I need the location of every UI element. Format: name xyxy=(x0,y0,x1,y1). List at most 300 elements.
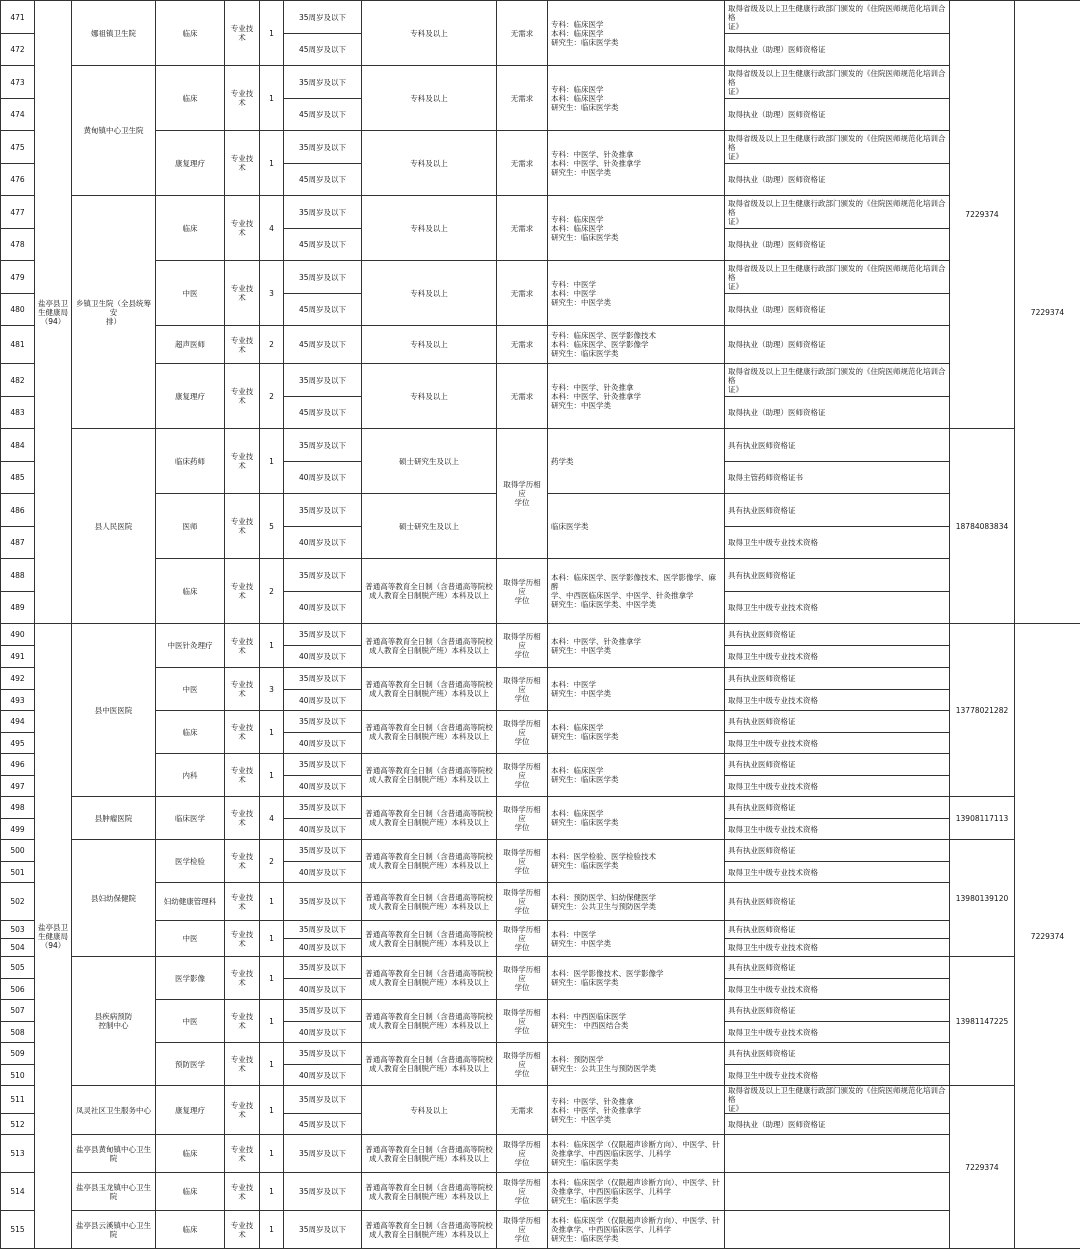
requirement-cell: 取得执业（助理）医师资格证 xyxy=(725,1114,950,1135)
department-cell: 盐亭县卫 生健康局 （94） xyxy=(35,624,72,1249)
phone-cell: 13981147225 xyxy=(950,957,1015,1086)
age-cell: 45周岁及以下 xyxy=(284,397,362,429)
row-number: 485 xyxy=(1,462,35,494)
education-cell: 普通高等教育全日制（含普通高等院校 成人教育全日制脱产班）本科及以上 xyxy=(362,957,497,1000)
major-cell: 临床医学类 xyxy=(548,494,725,559)
requirement-cell: 取得执业（助理）医师资格证 xyxy=(725,99,950,131)
position-cell: 临床 xyxy=(156,711,225,754)
education-cell: 专科及以上 xyxy=(362,364,497,429)
phone-cell: 13908117113 xyxy=(950,797,1015,840)
age-cell: 40周岁及以下 xyxy=(284,979,362,1000)
table-row xyxy=(1,668,1080,690)
education-cell: 普通高等教育全日制（含普通高等院校 成人教育全日制脱产班）本科及以上 xyxy=(362,1173,497,1211)
degree-cell: 无需求 xyxy=(497,131,548,196)
age-cell: 35周岁及以下 xyxy=(284,494,362,527)
type-cell: 专业技术 xyxy=(225,883,260,921)
degree-cell: 取得学历相应 学位 xyxy=(497,1173,548,1211)
age-cell: 40周岁及以下 xyxy=(284,527,362,559)
count-cell: 1 xyxy=(260,754,284,797)
row-number: 512 xyxy=(1,1114,35,1135)
type-cell: 专业技术 xyxy=(225,711,260,754)
degree-cell: 取得学历相应 学位 xyxy=(497,1135,548,1173)
table-row xyxy=(1,1086,1080,1114)
requirement-cell: 取得卫生中级专业技术资格 xyxy=(725,690,950,711)
row-number: 509 xyxy=(1,1043,35,1065)
degree-cell: 取得学历相应 学位 xyxy=(497,921,548,957)
age-cell: 35周岁及以下 xyxy=(284,754,362,776)
position-cell: 内科 xyxy=(156,754,225,797)
age-cell: 35周岁及以下 xyxy=(284,66,362,99)
type-cell: 专业技术 xyxy=(225,429,260,494)
age-cell: 35周岁及以下 xyxy=(284,1211,362,1249)
requirement-cell: 取得省级及以上卫生健康行政部门颁发的《住院医师规范化培训合格 证》 xyxy=(725,1,950,34)
age-cell: 35周岁及以下 xyxy=(284,668,362,690)
education-cell: 普通高等教育全日制（含普通高等院校 成人教育全日制脱产班）本科及以上 xyxy=(362,1211,497,1249)
unit-cell: 盐亭县云溪镇中心卫生院 xyxy=(72,1211,156,1249)
type-cell: 专业技术 xyxy=(225,1086,260,1135)
age-cell: 45周岁及以下 xyxy=(284,34,362,66)
age-cell: 35周岁及以下 xyxy=(284,1,362,34)
age-cell: 45周岁及以下 xyxy=(284,326,362,364)
unit-cell: 县疾病预防 控制中心 xyxy=(72,957,156,1086)
age-cell: 35周岁及以下 xyxy=(284,797,362,819)
age-cell: 45周岁及以下 xyxy=(284,99,362,131)
position-cell: 临床 xyxy=(156,1135,225,1173)
age-cell: 45周岁及以下 xyxy=(284,1114,362,1135)
count-cell: 1 xyxy=(260,1086,284,1135)
requirement-cell: 取得卫生中级专业技术资格 xyxy=(725,819,950,840)
degree-cell: 取得学历相应 学位 xyxy=(497,668,548,711)
row-number: 484 xyxy=(1,429,35,462)
position-cell: 超声医师 xyxy=(156,326,225,364)
table-row xyxy=(1,624,1080,646)
major-cell: 专科：中医学、针灸推拿 本科：中医学、针灸推拿学 研究生：中医学类 xyxy=(548,131,725,196)
phone-cell: 18784083834 xyxy=(950,429,1015,624)
position-cell: 中医 xyxy=(156,261,225,326)
row-number: 479 xyxy=(1,261,35,294)
major-cell: 本科：中医学、针灸推拿学 研究生：中医学类 xyxy=(548,624,725,668)
age-cell: 35周岁及以下 xyxy=(284,1043,362,1065)
degree-cell: 无需求 xyxy=(497,364,548,429)
age-cell: 45周岁及以下 xyxy=(284,229,362,261)
position-cell: 康复理疗 xyxy=(156,1086,225,1135)
requirement-cell xyxy=(725,1135,950,1173)
table-row xyxy=(1,1211,1080,1249)
count-cell: 4 xyxy=(260,797,284,840)
type-cell: 专业技术 xyxy=(225,840,260,883)
education-cell: 普通高等教育全日制（含普通高等院校 成人教育全日制脱产班）本科及以上 xyxy=(362,559,497,624)
row-number: 510 xyxy=(1,1065,35,1086)
position-cell: 临床 xyxy=(156,1173,225,1211)
table-row xyxy=(1,131,1080,164)
age-cell: 40周岁及以下 xyxy=(284,462,362,494)
table-row xyxy=(1,711,1080,733)
row-number: 477 xyxy=(1,196,35,229)
requirement-cell: 具有执业医师资格证 xyxy=(725,957,950,979)
requirement-cell: 取得卫生中级专业技术资格 xyxy=(725,1022,950,1043)
row-number: 475 xyxy=(1,131,35,164)
row-number: 471 xyxy=(1,1,35,34)
major-cell: 本科：预防医学 研究生：公共卫生与预防医学类 xyxy=(548,1043,725,1086)
education-cell: 普通高等教育全日制（含普通高等院校 成人教育全日制脱产班）本科及以上 xyxy=(362,754,497,797)
education-cell: 普通高等教育全日制（含普通高等院校 成人教育全日制脱产班）本科及以上 xyxy=(362,1135,497,1173)
requirement-cell: 取得执业（助理）医师资格证 xyxy=(725,294,950,326)
row-number: 500 xyxy=(1,840,35,862)
count-cell: 1 xyxy=(260,1000,284,1043)
age-cell: 40周岁及以下 xyxy=(284,646,362,668)
table-row xyxy=(1,754,1080,776)
unit-cell: 娜祖镇卫生院 xyxy=(72,1,156,66)
table-row xyxy=(1,326,1080,364)
row-number: 497 xyxy=(1,776,35,797)
count-cell: 4 xyxy=(260,196,284,261)
count-cell: 1 xyxy=(260,957,284,1000)
age-cell: 40周岁及以下 xyxy=(284,862,362,883)
unit-cell: 县人民医院 xyxy=(72,429,156,624)
requirement-cell: 具有执业医师资格证 xyxy=(725,840,950,862)
table-row xyxy=(1,1043,1080,1065)
position-cell: 医学检验 xyxy=(156,840,225,883)
phone-cell: 7229374 xyxy=(950,1,1015,429)
count-cell: 1 xyxy=(260,921,284,957)
major-cell: 专科：临床医学 本科：临床医学 研究生：临床医学类 xyxy=(548,66,725,131)
count-cell: 1 xyxy=(260,711,284,754)
type-cell: 专业技术 xyxy=(225,494,260,559)
major-cell: 本科：临床医学（仅限超声诊断方向）、中医学、针 灸推拿学、中西医临床医学、儿科学 研究生：临床医学类 xyxy=(548,1173,725,1211)
row-number: 504 xyxy=(1,939,35,957)
major-cell: 本科：中医学 研究生：中医学类 xyxy=(548,668,725,711)
unit-cell: 县中医医院 xyxy=(72,624,156,797)
requirement-cell: 具有执业医师资格证 xyxy=(725,797,950,819)
age-cell: 40周岁及以下 xyxy=(284,939,362,957)
requirement-cell: 具有执业医师资格证 xyxy=(725,429,950,462)
table-row xyxy=(1,1000,1080,1022)
row-number: 478 xyxy=(1,229,35,261)
education-cell: 普通高等教育全日制（含普通高等院校 成人教育全日制脱产班）本科及以上 xyxy=(362,711,497,754)
phone-cell: 13980139120 xyxy=(950,840,1015,957)
major-cell: 专科：中医学、针灸推拿 本科：中医学、针灸推拿学 研究生：中医学类 xyxy=(548,1086,725,1135)
degree-cell: 取得学历相应 学位 xyxy=(497,1211,548,1249)
age-cell: 35周岁及以下 xyxy=(284,261,362,294)
age-cell: 35周岁及以下 xyxy=(284,624,362,646)
type-cell: 专业技术 xyxy=(225,624,260,668)
row-number: 474 xyxy=(1,99,35,131)
requirement-cell: 取得省级及以上卫生健康行政部门颁发的《住院医师规范化培训合格 证》 xyxy=(725,66,950,99)
age-cell: 35周岁及以下 xyxy=(284,364,362,397)
row-number: 499 xyxy=(1,819,35,840)
major-cell: 本科：临床医学、医学影像技术、医学影像学、麻醉 学、中西医临床医学、中医学、针灸推拿学 研究生：临床医学类、中医学类 xyxy=(548,559,725,624)
degree-cell: 无需求 xyxy=(497,66,548,131)
count-cell: 2 xyxy=(260,364,284,429)
degree-cell: 取得学历相应 学位 xyxy=(497,1043,548,1086)
degree-cell: 取得学历相应 学位 xyxy=(497,754,548,797)
type-cell: 专业技术 xyxy=(225,261,260,326)
type-cell: 专业技术 xyxy=(225,797,260,840)
requirement-cell: 取得省级及以上卫生健康行政部门颁发的《住院医师规范化培训合格 证》 xyxy=(725,196,950,229)
unit-cell: 乡镇卫生院（全县统筹安 排） xyxy=(72,196,156,429)
row-number: 486 xyxy=(1,494,35,527)
type-cell: 专业技术 xyxy=(225,921,260,957)
unit-cell: 黄甸镇中心卫生院 xyxy=(72,66,156,196)
row-number: 514 xyxy=(1,1173,35,1211)
requirement-cell: 取得卫生中级专业技术资格 xyxy=(725,646,950,668)
age-cell: 40周岁及以下 xyxy=(284,819,362,840)
row-number: 506 xyxy=(1,979,35,1000)
requirement-cell: 取得省级及以上卫生健康行政部门颁发的《住院医师规范化培训合格 证》 xyxy=(725,261,950,294)
table-row xyxy=(1,559,1080,592)
requirement-cell: 具有执业医师资格证 xyxy=(725,883,950,921)
table-row xyxy=(1,797,1080,819)
major-cell: 本科：临床医学 研究生：临床医学类 xyxy=(548,797,725,840)
row-number: 505 xyxy=(1,957,35,979)
position-cell: 临床 xyxy=(156,559,225,624)
degree-cell: 无需求 xyxy=(497,1086,548,1135)
requirement-cell: 取得卫生中级专业技术资格 xyxy=(725,1065,950,1086)
requirement-cell: 取得卫生中级专业技术资格 xyxy=(725,939,950,957)
phone-cell: 7229374 xyxy=(1015,1,1080,624)
requirement-cell: 具有执业医师资格证 xyxy=(725,1000,950,1022)
education-cell: 普通高等教育全日制（含普通高等院校 成人教育全日制脱产班）本科及以上 xyxy=(362,624,497,668)
major-cell: 本科：医学影像技术、医学影像学 研究生：临床医学类 xyxy=(548,957,725,1000)
age-cell: 35周岁及以下 xyxy=(284,921,362,939)
degree-cell: 取得学历相应 学位 xyxy=(497,840,548,883)
requirement-cell: 取得省级及以上卫生健康行政部门颁发的《住院医师规范化培训合格 证》 xyxy=(725,131,950,164)
major-cell: 本科：预防医学、妇幼保健医学 研究生：公共卫生与预防医学类 xyxy=(548,883,725,921)
requirement-cell: 取得卫生中级专业技术资格 xyxy=(725,592,950,624)
major-cell: 本科：中医学 研究生：中医学类 xyxy=(548,921,725,957)
row-number: 488 xyxy=(1,559,35,592)
degree-cell: 取得学历相应 学位 xyxy=(497,559,548,624)
position-cell: 中医 xyxy=(156,1000,225,1043)
type-cell: 专业技术 xyxy=(225,1135,260,1173)
type-cell: 专业技术 xyxy=(225,1211,260,1249)
row-number: 511 xyxy=(1,1086,35,1114)
major-cell: 专科：中医学 本科：中医学 研究生：中医学类 xyxy=(548,261,725,326)
age-cell: 35周岁及以下 xyxy=(284,1135,362,1173)
degree-cell: 无需求 xyxy=(497,261,548,326)
row-number: 490 xyxy=(1,624,35,646)
row-number: 493 xyxy=(1,690,35,711)
age-cell: 45周岁及以下 xyxy=(284,164,362,196)
major-cell: 本科：医学检验、医学检验技术 研究生：临床医学类 xyxy=(548,840,725,883)
type-cell: 专业技术 xyxy=(225,326,260,364)
education-cell: 专科及以上 xyxy=(362,1,497,66)
count-cell: 1 xyxy=(260,66,284,131)
position-cell: 临床 xyxy=(156,1,225,66)
requirement-cell: 具有执业医师资格证 xyxy=(725,494,950,527)
count-cell: 3 xyxy=(260,261,284,326)
requirement-cell: 取得卫生中级专业技术资格 xyxy=(725,979,950,1000)
requirement-cell: 具有执业医师资格证 xyxy=(725,559,950,592)
table-row xyxy=(1,883,1080,921)
type-cell: 专业技术 xyxy=(225,668,260,711)
requirement-cell: 具有执业医师资格证 xyxy=(725,921,950,939)
count-cell: 1 xyxy=(260,1135,284,1173)
table-row xyxy=(1,196,1080,229)
row-number: 494 xyxy=(1,711,35,733)
table-row xyxy=(1,957,1080,979)
row-number: 501 xyxy=(1,862,35,883)
major-cell: 专科：临床医学 本科：临床医学 研究生：临床医学类 xyxy=(548,196,725,261)
requirement-cell: 具有执业医师资格证 xyxy=(725,624,950,646)
age-cell: 35周岁及以下 xyxy=(284,196,362,229)
position-cell: 医学影像 xyxy=(156,957,225,1000)
major-cell: 本科：临床医学 研究生：临床医学类 xyxy=(548,711,725,754)
age-cell: 40周岁及以下 xyxy=(284,1022,362,1043)
requirement-cell: 具有执业医师资格证 xyxy=(725,1043,950,1065)
position-cell: 临床药师 xyxy=(156,429,225,494)
position-cell: 医师 xyxy=(156,494,225,559)
requirement-cell: 取得执业（助理）医师资格证 xyxy=(725,229,950,261)
degree-cell: 取得学历相应 学位 xyxy=(497,429,548,559)
row-number: 482 xyxy=(1,364,35,397)
phone-cell: 7229374 xyxy=(950,1086,1015,1249)
age-cell: 35周岁及以下 xyxy=(284,711,362,733)
age-cell: 35周岁及以下 xyxy=(284,1000,362,1022)
count-cell: 1 xyxy=(260,624,284,668)
age-cell: 35周岁及以下 xyxy=(284,883,362,921)
education-cell: 普通高等教育全日制（含普通高等院校 成人教育全日制脱产班）本科及以上 xyxy=(362,797,497,840)
table-row xyxy=(1,66,1080,99)
row-number: 496 xyxy=(1,754,35,776)
phone-cell: 7229374 xyxy=(1015,624,1080,1249)
unit-cell: 县肿瘤医院 xyxy=(72,797,156,840)
department-cell: 盐亭县卫 生健康局 （94） xyxy=(35,1,72,624)
table-row xyxy=(1,429,1080,462)
type-cell: 专业技术 xyxy=(225,1043,260,1086)
table-row xyxy=(1,1173,1080,1211)
count-cell: 2 xyxy=(260,559,284,624)
age-cell: 40周岁及以下 xyxy=(284,1065,362,1086)
type-cell: 专业技术 xyxy=(225,196,260,261)
requirement-cell: 取得卫生中级专业技术资格 xyxy=(725,527,950,559)
education-cell: 普通高等教育全日制（含普通高等院校 成人教育全日制脱产班）本科及以上 xyxy=(362,883,497,921)
table-row xyxy=(1,840,1080,862)
count-cell: 1 xyxy=(260,429,284,494)
type-cell: 专业技术 xyxy=(225,131,260,196)
unit-cell: 盐亭县黄甸镇中心卫生院 xyxy=(72,1135,156,1173)
age-cell: 35周岁及以下 xyxy=(284,429,362,462)
major-cell: 本科：中西医临床医学 研究生： 中西医结合类 xyxy=(548,1000,725,1043)
count-cell: 2 xyxy=(260,840,284,883)
row-number: 487 xyxy=(1,527,35,559)
row-number: 513 xyxy=(1,1135,35,1173)
requirement-cell: 取得卫生中级专业技术资格 xyxy=(725,862,950,883)
education-cell: 专科及以上 xyxy=(362,261,497,326)
age-cell: 35周岁及以下 xyxy=(284,840,362,862)
education-cell: 专科及以上 xyxy=(362,1086,497,1135)
table-row xyxy=(1,261,1080,294)
type-cell: 专业技术 xyxy=(225,1000,260,1043)
row-number: 489 xyxy=(1,592,35,624)
education-cell: 专科及以上 xyxy=(362,131,497,196)
major-cell: 专科：临床医学 本科：临床医学 研究生：临床医学类 xyxy=(548,1,725,66)
table-row xyxy=(1,364,1080,397)
education-cell: 普通高等教育全日制（含普通高等院校 成人教育全日制脱产班）本科及以上 xyxy=(362,840,497,883)
major-cell: 本科：临床医学 研究生：临床医学类 xyxy=(548,754,725,797)
row-number: 472 xyxy=(1,34,35,66)
major-cell: 药学类 xyxy=(548,429,725,494)
count-cell: 1 xyxy=(260,1173,284,1211)
degree-cell: 取得学历相应 学位 xyxy=(497,957,548,1000)
type-cell: 专业技术 xyxy=(225,1173,260,1211)
requirement-cell: 取得省级及以上卫生健康行政部门颁发的《住院医师规范化培训合格 证》 xyxy=(725,1086,950,1114)
age-cell: 35周岁及以下 xyxy=(284,131,362,164)
education-cell: 专科及以上 xyxy=(362,326,497,364)
position-cell: 中医针灸理疗 xyxy=(156,624,225,668)
row-number: 502 xyxy=(1,883,35,921)
education-cell: 硕士研究生及以上 xyxy=(362,494,497,559)
requirement-cell: 取得省级及以上卫生健康行政部门颁发的《住院医师规范化培训合格 证》 xyxy=(725,364,950,397)
position-cell: 临床 xyxy=(156,196,225,261)
requirement-cell: 取得执业（助理）医师资格证 xyxy=(725,326,950,364)
table-row xyxy=(1,1,1080,34)
education-cell: 专科及以上 xyxy=(362,196,497,261)
requirement-cell: 取得卫生中级专业技术资格 xyxy=(725,776,950,797)
count-cell: 1 xyxy=(260,1211,284,1249)
type-cell: 专业技术 xyxy=(225,559,260,624)
degree-cell: 取得学历相应 学位 xyxy=(497,624,548,668)
count-cell: 1 xyxy=(260,131,284,196)
requirement-cell: 取得主管药师资格证书 xyxy=(725,462,950,494)
requirement-cell: 具有执业医师资格证 xyxy=(725,754,950,776)
requirement-cell: 取得卫生中级专业技术资格 xyxy=(725,733,950,754)
age-cell: 35周岁及以下 xyxy=(284,559,362,592)
unit-cell: 凤灵社区卫生服务中心 xyxy=(72,1086,156,1135)
position-cell: 康复理疗 xyxy=(156,131,225,196)
degree-cell: 取得学历相应 学位 xyxy=(497,1000,548,1043)
education-cell: 普通高等教育全日制（含普通高等院校 成人教育全日制脱产班）本科及以上 xyxy=(362,1000,497,1043)
row-number: 476 xyxy=(1,164,35,196)
row-number: 508 xyxy=(1,1022,35,1043)
position-cell: 中医 xyxy=(156,921,225,957)
education-cell: 普通高等教育全日制（含普通高等院校 成人教育全日制脱产班）本科及以上 xyxy=(362,668,497,711)
education-cell: 普通高等教育全日制（含普通高等院校 成人教育全日制脱产班）本科及以上 xyxy=(362,921,497,957)
row-number: 483 xyxy=(1,397,35,429)
type-cell: 专业技术 xyxy=(225,957,260,1000)
age-cell: 40周岁及以下 xyxy=(284,733,362,754)
degree-cell: 无需求 xyxy=(497,196,548,261)
requirement-cell: 具有执业医师资格证 xyxy=(725,711,950,733)
requirement-cell xyxy=(725,1173,950,1211)
major-cell: 专科：临床医学、医学影像技术 本科：临床医学、医学影像学 研究生：临床医学类 xyxy=(548,326,725,364)
type-cell: 专业技术 xyxy=(225,1,260,66)
position-cell: 中医 xyxy=(156,668,225,711)
age-cell: 40周岁及以下 xyxy=(284,592,362,624)
phone-cell: 13778021282 xyxy=(950,624,1015,797)
degree-cell: 无需求 xyxy=(497,326,548,364)
count-cell: 1 xyxy=(260,883,284,921)
unit-cell: 县妇幼保健院 xyxy=(72,840,156,957)
education-cell: 普通高等教育全日制（含普通高等院校 成人教育全日制脱产班）本科及以上 xyxy=(362,1043,497,1086)
count-cell: 5 xyxy=(260,494,284,559)
position-cell: 临床医学 xyxy=(156,797,225,840)
row-number: 473 xyxy=(1,66,35,99)
count-cell: 3 xyxy=(260,668,284,711)
education-cell: 专科及以上 xyxy=(362,66,497,131)
requirement-cell: 取得执业（助理）医师资格证 xyxy=(725,34,950,66)
row-number: 481 xyxy=(1,326,35,364)
age-cell: 40周岁及以下 xyxy=(284,776,362,797)
age-cell: 35周岁及以下 xyxy=(284,957,362,979)
requirement-cell: 取得执业（助理）医师资格证 xyxy=(725,397,950,429)
degree-cell: 取得学历相应 学位 xyxy=(497,711,548,754)
count-cell: 1 xyxy=(260,1043,284,1086)
type-cell: 专业技术 xyxy=(225,364,260,429)
requirement-cell: 取得执业（助理）医师资格证 xyxy=(725,164,950,196)
type-cell: 专业技术 xyxy=(225,66,260,131)
position-cell: 临床 xyxy=(156,66,225,131)
